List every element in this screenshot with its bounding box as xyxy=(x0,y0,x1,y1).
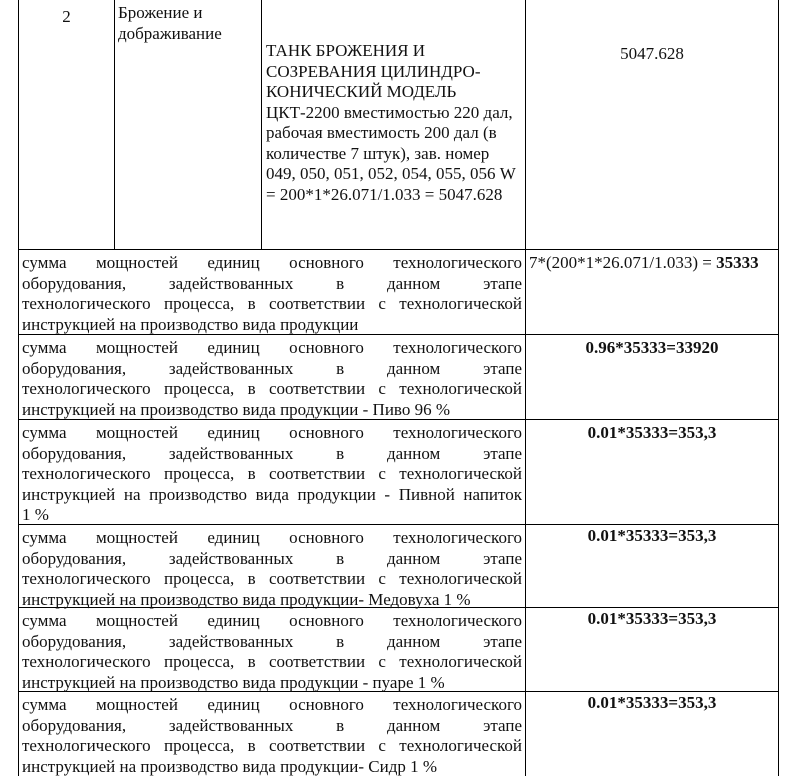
table-row-1-text xyxy=(22,253,522,335)
table-border-left xyxy=(18,0,19,776)
table-row-4-text xyxy=(22,528,522,610)
row-2-line-2: оборудования, задействованных в данном этапе xyxy=(22,359,522,380)
row-3-line-1: сумма мощностей единиц основного технологического xyxy=(22,423,522,444)
row-6-line-3: технологического процесса, в соответствии с технологической xyxy=(22,736,522,757)
col-divider-2 xyxy=(261,0,262,249)
row-4-line-3: технологического процесса, в соответствии с технологической xyxy=(22,569,522,590)
row-1-line-last: инструкцией на производство вида продукции xyxy=(22,315,522,336)
row-1-line-1: сумма мощностей единиц основного технологического xyxy=(22,253,522,274)
col-divider-3 xyxy=(525,0,526,776)
row-4-line-2: оборудования, задействованных в данном этапе xyxy=(22,549,522,570)
row-2-line-last: инструкцией на производство вида продукции - Пиво 96 % xyxy=(22,400,522,421)
table-row-2-formula: 0.96*35333=33920 xyxy=(526,338,778,359)
row-5-line-last: инструкцией на производство вида продукции - пуаре 1 % xyxy=(22,673,522,694)
row-3-line-2: оборудования, задействованных в данном этапе xyxy=(22,444,522,465)
row-2-line-1: сумма мощностей единиц основного технологического xyxy=(22,338,522,359)
formula-text: 7*(200*1*26.071/1.033) = xyxy=(529,253,716,272)
row-5-line-1: сумма мощностей единиц основного технологического xyxy=(22,611,522,632)
table-row-4-formula: 0.01*35333=353,3 xyxy=(526,526,778,547)
table-row-2-text xyxy=(22,338,522,420)
row-6-line-2: оборудования, задействованных в данном этапе xyxy=(22,716,522,737)
row-3-line-last: 1 % xyxy=(22,505,522,526)
row-4-line-last: инструкцией на производство вида продукции- Медовуха 1 % xyxy=(22,590,522,611)
stage-name: Брожение и дображивание xyxy=(118,3,246,44)
row-divider-1 xyxy=(18,249,779,250)
table-row-6-formula: 0.01*35333=353,3 xyxy=(526,693,778,714)
row-1-line-3: технологического процесса, в соответствии с технологической xyxy=(22,294,522,315)
capacity-value: 5047.628 xyxy=(526,44,778,65)
row-3-line-3: технологического процесса, в соответствии с технологической xyxy=(22,464,522,485)
formula-result: 35333 xyxy=(716,253,759,272)
row-3-line-4: инструкцией на производство вида продукции - Пивной напиток xyxy=(22,485,522,506)
equipment-description: ТАНК БРОЖЕНИЯ И СОЗРЕВАНИЯ ЦИЛИНДРО-КОНИЧЕСКИЙ МОДЕЛЬ ЦКТ-2200 вместимостью 220 дал, рабочая вместимость 200 дал (в количестве 7 штук), зав. номер 049, 050, 051, 052, 054, 055, 056 W = 200*1*26.071/1.033 = 5047.628 xyxy=(266,41,522,205)
row-5-line-3: технологического процесса, в соответствии с технологической xyxy=(22,652,522,673)
row-1-line-2: оборудования, задействованных в данном этапе xyxy=(22,274,522,295)
table-row-5-text xyxy=(22,611,522,693)
row-2-line-3: технологического процесса, в соответствии с технологической xyxy=(22,379,522,400)
table-row-3-text xyxy=(22,423,522,526)
table-row-3-formula: 0.01*35333=353,3 xyxy=(526,423,778,444)
table-row-1-formula xyxy=(529,253,777,274)
row-6-line-1: сумма мощностей единиц основного технологического xyxy=(22,695,522,716)
row-6-line-last: инструкцией на производство вида продукции- Сидр 1 % xyxy=(22,757,522,777)
table-row-6-text xyxy=(22,695,522,777)
row-4-line-1: сумма мощностей единиц основного технологического xyxy=(22,528,522,549)
col-divider-1 xyxy=(114,0,115,249)
row-number: 2 xyxy=(19,7,114,28)
table-row-5-formula: 0.01*35333=353,3 xyxy=(526,609,778,630)
row-5-line-2: оборудования, задействованных в данном этапе xyxy=(22,632,522,653)
table-border-right xyxy=(778,0,779,776)
